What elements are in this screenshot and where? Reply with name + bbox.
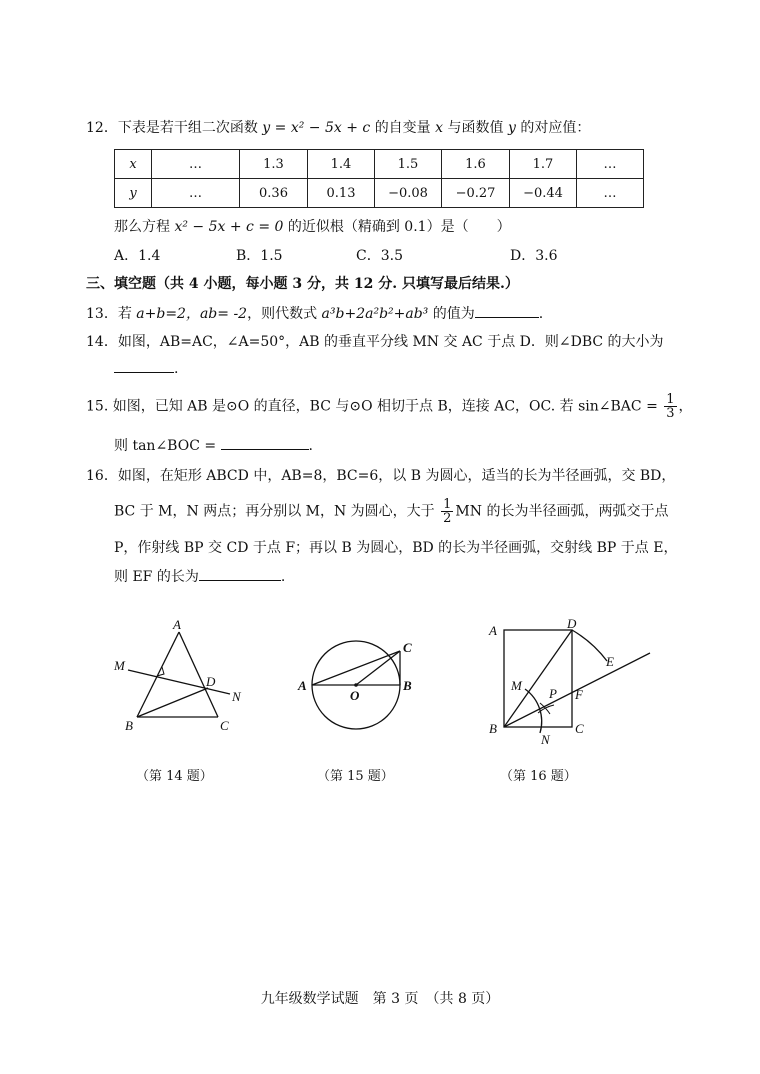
q12-option-b: B．1.5 bbox=[236, 248, 283, 264]
label-m: M bbox=[511, 678, 522, 693]
table-cell: 1.3 bbox=[240, 150, 308, 179]
q13-text-b: ，则代数式 bbox=[247, 306, 318, 322]
table-cell: … bbox=[577, 179, 644, 208]
table-cell: 0.13 bbox=[308, 179, 375, 208]
label-d: D bbox=[206, 674, 216, 689]
table-cell: 1.4 bbox=[308, 150, 375, 179]
q12-question bbox=[114, 216, 511, 236]
table-cell: … bbox=[152, 179, 240, 208]
q16-text-2a: BC 于 M，N 两点；再分别以 M，N 为圆心，大于 bbox=[114, 503, 435, 520]
q15-frac-num: 1 bbox=[666, 392, 675, 407]
q15-end: . bbox=[308, 438, 313, 454]
q12-function: y = x² − 5x + c bbox=[262, 120, 371, 136]
label-b: B bbox=[403, 678, 412, 693]
q13-expression: a³b+2a²b²+ab³ bbox=[321, 306, 429, 322]
q16-line2 bbox=[114, 498, 668, 525]
table-cell: … bbox=[577, 150, 644, 179]
q15-frac-den: 3 bbox=[666, 406, 675, 421]
q16-answer-blank[interactable] bbox=[199, 580, 281, 581]
page-footer: 九年级数学试题 第 3 页 （共 8 页） bbox=[260, 991, 500, 1007]
q14-end: . bbox=[174, 361, 179, 377]
segment-ac bbox=[312, 651, 400, 685]
arc-de bbox=[572, 630, 607, 661]
q12-option-a: A．1.4 bbox=[114, 248, 161, 264]
label-m: M bbox=[114, 658, 125, 673]
table-cell: −0.27 bbox=[442, 179, 510, 208]
q13-number: 13． bbox=[86, 306, 118, 322]
figure-14 bbox=[100, 615, 260, 745]
q16-number: 16． bbox=[86, 468, 118, 484]
q14-line2 bbox=[114, 361, 178, 377]
label-c: C bbox=[220, 718, 229, 733]
q14-line1 bbox=[86, 331, 664, 351]
q12-option-c: C．3.5 bbox=[356, 248, 403, 264]
q15-text-c: 则 tan∠BOC = bbox=[114, 438, 217, 454]
q12-option-d: D．3.6 bbox=[510, 248, 558, 264]
section-3-heading: 三、填空题（共 4 小题，每小题 3 分，共 12 分. 只填写最后结果.） bbox=[86, 276, 519, 292]
label-n: N bbox=[232, 689, 241, 704]
q12-ask-a: 那么方程 bbox=[114, 219, 170, 235]
table-cell: 1.6 bbox=[442, 150, 510, 179]
q13-line bbox=[86, 303, 543, 323]
q14-number: 14． bbox=[86, 334, 118, 350]
q13-answer-blank[interactable] bbox=[475, 317, 539, 318]
q16-text-2b: MN 的长为半径画弧，两弧交于点 bbox=[455, 503, 669, 520]
figure-14-caption: （第 14 题） bbox=[136, 769, 213, 784]
table-cell: −0.44 bbox=[510, 179, 577, 208]
q15-line1 bbox=[86, 393, 693, 420]
q16-frac-num: 1 bbox=[443, 497, 452, 512]
segment-ab bbox=[137, 632, 179, 717]
label-c: C bbox=[403, 640, 412, 655]
q13-text-a: 若 bbox=[117, 306, 132, 322]
q16-line1 bbox=[86, 465, 675, 485]
label-a: A bbox=[489, 623, 497, 638]
label-a: A bbox=[298, 678, 307, 693]
segment-oc bbox=[356, 651, 400, 685]
q12-line1 bbox=[86, 117, 590, 137]
q15-line2 bbox=[114, 435, 313, 455]
label-b: B bbox=[489, 721, 497, 736]
q12-equation: x² − 5x + c = 0 bbox=[174, 219, 284, 235]
q12-var-x: x bbox=[435, 120, 444, 136]
q16-text-4: 则 EF 的长为 bbox=[114, 569, 199, 585]
table-row bbox=[115, 150, 644, 179]
label-b: B bbox=[125, 718, 133, 733]
segment-bd bbox=[137, 688, 208, 717]
q13-end: . bbox=[538, 306, 544, 322]
table-cell: 0.36 bbox=[240, 179, 308, 208]
label-p: P bbox=[549, 686, 557, 701]
q15-text-a: 如图，已知 AB 是⊙O 的直径，BC 与⊙O 相切于点 B，连接 AC，OC. 若 sin∠BAC = bbox=[112, 398, 658, 415]
label-d: D bbox=[567, 616, 577, 631]
q12-ask-b: 的近似根（精确到 0.1）是（ ） bbox=[287, 219, 511, 235]
center-point bbox=[354, 683, 358, 687]
figure-16-caption: （第 16 题） bbox=[500, 769, 577, 784]
q12-number: 12． bbox=[86, 120, 118, 136]
q15-text-b: ， bbox=[678, 398, 693, 415]
q12-stem-a: 下表是若干组二次函数 bbox=[117, 120, 258, 136]
q16-text-1: 如图，在矩形 ABCD 中，AB=8，BC=6，以 B 为圆心，适当的长为半径画弧，交 BD， bbox=[117, 468, 676, 484]
q12-var-y: y bbox=[507, 120, 516, 136]
q14-text: 如图，AB=AC，∠A=50°，AB 的垂直平分线 MN 交 AC 于点 D．则∠DBC 的大小为 bbox=[117, 334, 664, 350]
q12-stem-b: 的自变量 bbox=[374, 120, 431, 136]
q15-number: 15. bbox=[86, 398, 109, 415]
figure-15 bbox=[290, 630, 430, 750]
q16-frac-den: 2 bbox=[443, 511, 452, 526]
q16-fraction bbox=[441, 498, 453, 525]
label-c: C bbox=[575, 721, 584, 736]
table-row bbox=[115, 179, 644, 208]
q16-line4 bbox=[114, 566, 285, 586]
label-a: A bbox=[173, 617, 181, 632]
label-e: E bbox=[606, 654, 614, 669]
figure-16 bbox=[480, 615, 660, 750]
table-cell: −0.08 bbox=[375, 179, 442, 208]
q16-end: . bbox=[280, 569, 286, 585]
q14-answer-blank[interactable] bbox=[114, 372, 174, 373]
q13-condition: a+b=2，ab= -2 bbox=[136, 306, 248, 322]
label-o: O bbox=[350, 688, 360, 703]
q16-line3: P，作射线 BP 交 CD 于点 F；再以 B 为圆心，BD 的长为半径画弧，交射线 BP 于点 E， bbox=[114, 540, 678, 556]
table-cell: 1.7 bbox=[510, 150, 577, 179]
table-cell: y bbox=[115, 179, 152, 208]
table-cell: x bbox=[115, 150, 152, 179]
figure-15-caption: （第 15 题） bbox=[317, 769, 394, 784]
q12-value-table bbox=[114, 149, 644, 208]
q15-answer-blank[interactable] bbox=[221, 449, 309, 450]
q12-stem-d: 的对应值： bbox=[520, 120, 591, 136]
table-cell: … bbox=[152, 150, 240, 179]
q12-stem-c: 与函数值 bbox=[447, 120, 504, 136]
q13-text-c: 的值为 bbox=[432, 306, 475, 322]
label-f: F bbox=[575, 687, 583, 702]
table-cell: 1.5 bbox=[375, 150, 442, 179]
q15-fraction bbox=[664, 393, 676, 420]
label-n: N bbox=[541, 732, 550, 747]
